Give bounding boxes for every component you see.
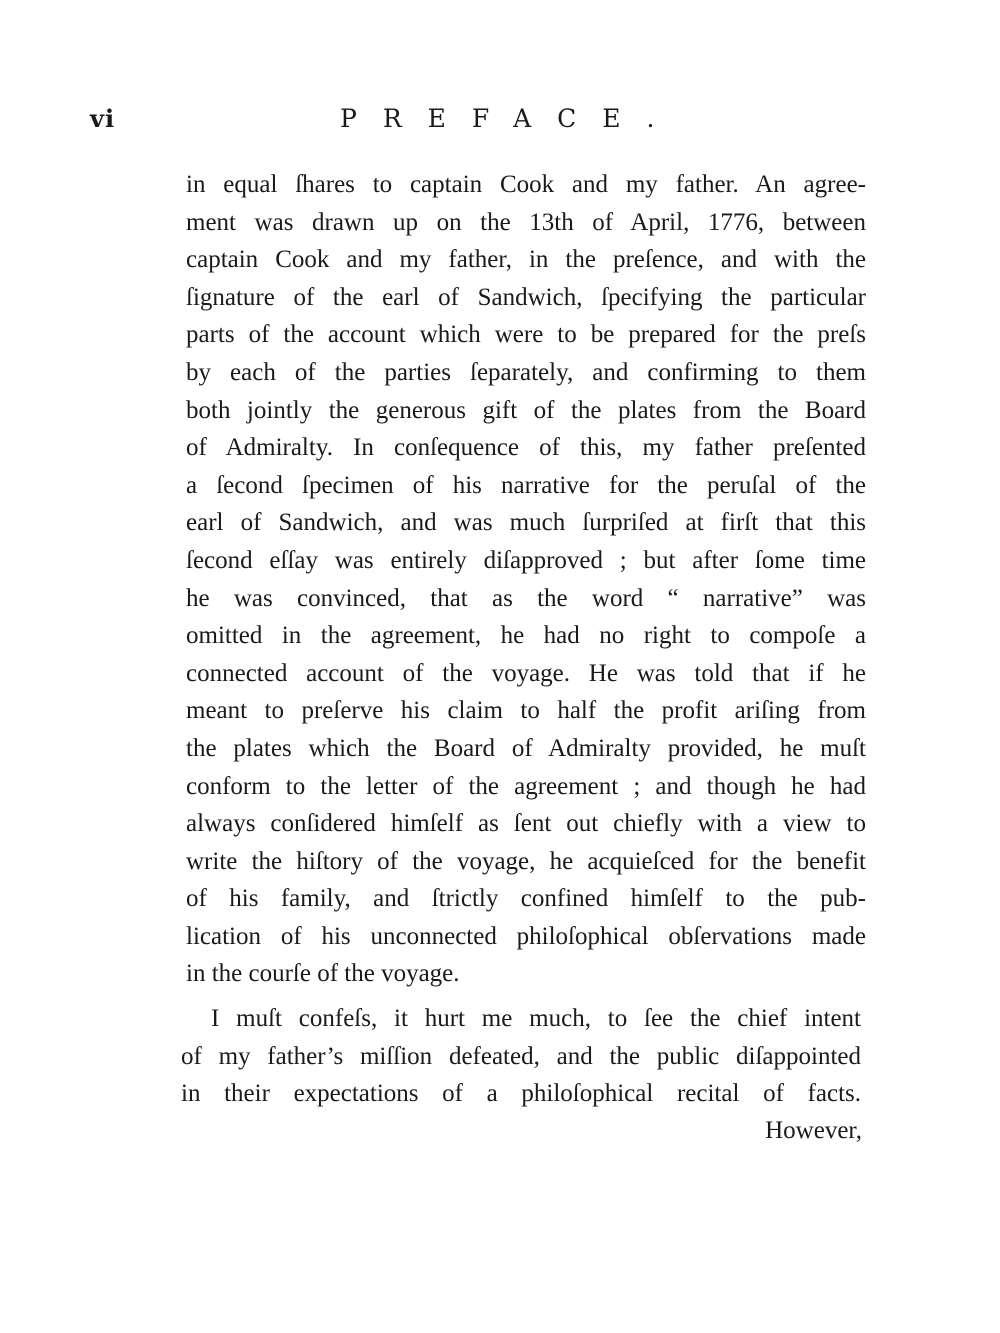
- text-line: ment was drawn up on the 13th of April, 1776, between: [186, 208, 866, 236]
- text-line: ſecond eſſay was entirely diſapproved ; but after ſome time: [186, 546, 866, 574]
- text-line: the plates which the Board of Admiralty provided, he muſt: [186, 734, 866, 762]
- text-line: of his family, and ſtrictly confined himſelf to the pub-: [186, 885, 866, 913]
- text-line: I muſt confeſs, it hurt me much, to ſee the chief intent: [211, 1005, 861, 1032]
- text-line: captain Cook and my father, in the preſence, and with the: [186, 246, 866, 274]
- page-number: vi: [90, 104, 116, 133]
- text-line: conform to the letter of the agreement ; and though he had: [186, 772, 866, 800]
- text-line: always conſidered himſelf as ſent out chiefly with a view to: [186, 810, 866, 838]
- paragraph-2: [181, 1000, 861, 1113]
- paragraph-1: [186, 166, 866, 993]
- text-line: meant to preſerve his claim to half the profit ariſing from: [186, 697, 866, 725]
- text-line: earl of Sandwich, and was much ſurpriſed at firſt that this: [186, 509, 866, 537]
- text-line: ſignature of the earl of Sandwich, ſpecifying the particular: [186, 283, 866, 311]
- text-line: he was convinced, that as the word “ narrative” was: [186, 584, 866, 612]
- text-line: both jointly the generous gift of the plates from the Board: [186, 396, 866, 424]
- text-line: in the courſe of the voyage.: [186, 960, 460, 988]
- text-line: parts of the account which were to be prepared for the preſs: [186, 321, 866, 349]
- text-line: in equal ſhares to captain Cook and my father. An agree-: [186, 171, 866, 198]
- text-line: of my father’s miſſion defeated, and the public diſappointed: [181, 1042, 861, 1070]
- text-line: write the hiſtory of the voyage, he acquieſced for the benefit: [186, 847, 866, 875]
- catchword: However,: [765, 1117, 862, 1144]
- running-head: [0, 104, 1000, 144]
- text-line: a ſecond ſpecimen of his narrative for the peruſal of the: [186, 471, 866, 499]
- running-title: PREFACE.: [340, 104, 681, 133]
- text-line: by each of the parties ſeparately, and confirming to them: [186, 358, 866, 386]
- text-line: of Admiralty. In conſequence of this, my father preſented: [186, 434, 866, 462]
- text-line: omitted in the agreement, he had no right to compoſe a: [186, 622, 866, 650]
- text-line: in their expectations of a philoſophical recital of facts.: [181, 1080, 861, 1108]
- text-line: lication of his unconnected philoſophical obſervations made: [186, 922, 866, 950]
- text-line: connected account of the voyage. He was told that if he: [186, 659, 866, 687]
